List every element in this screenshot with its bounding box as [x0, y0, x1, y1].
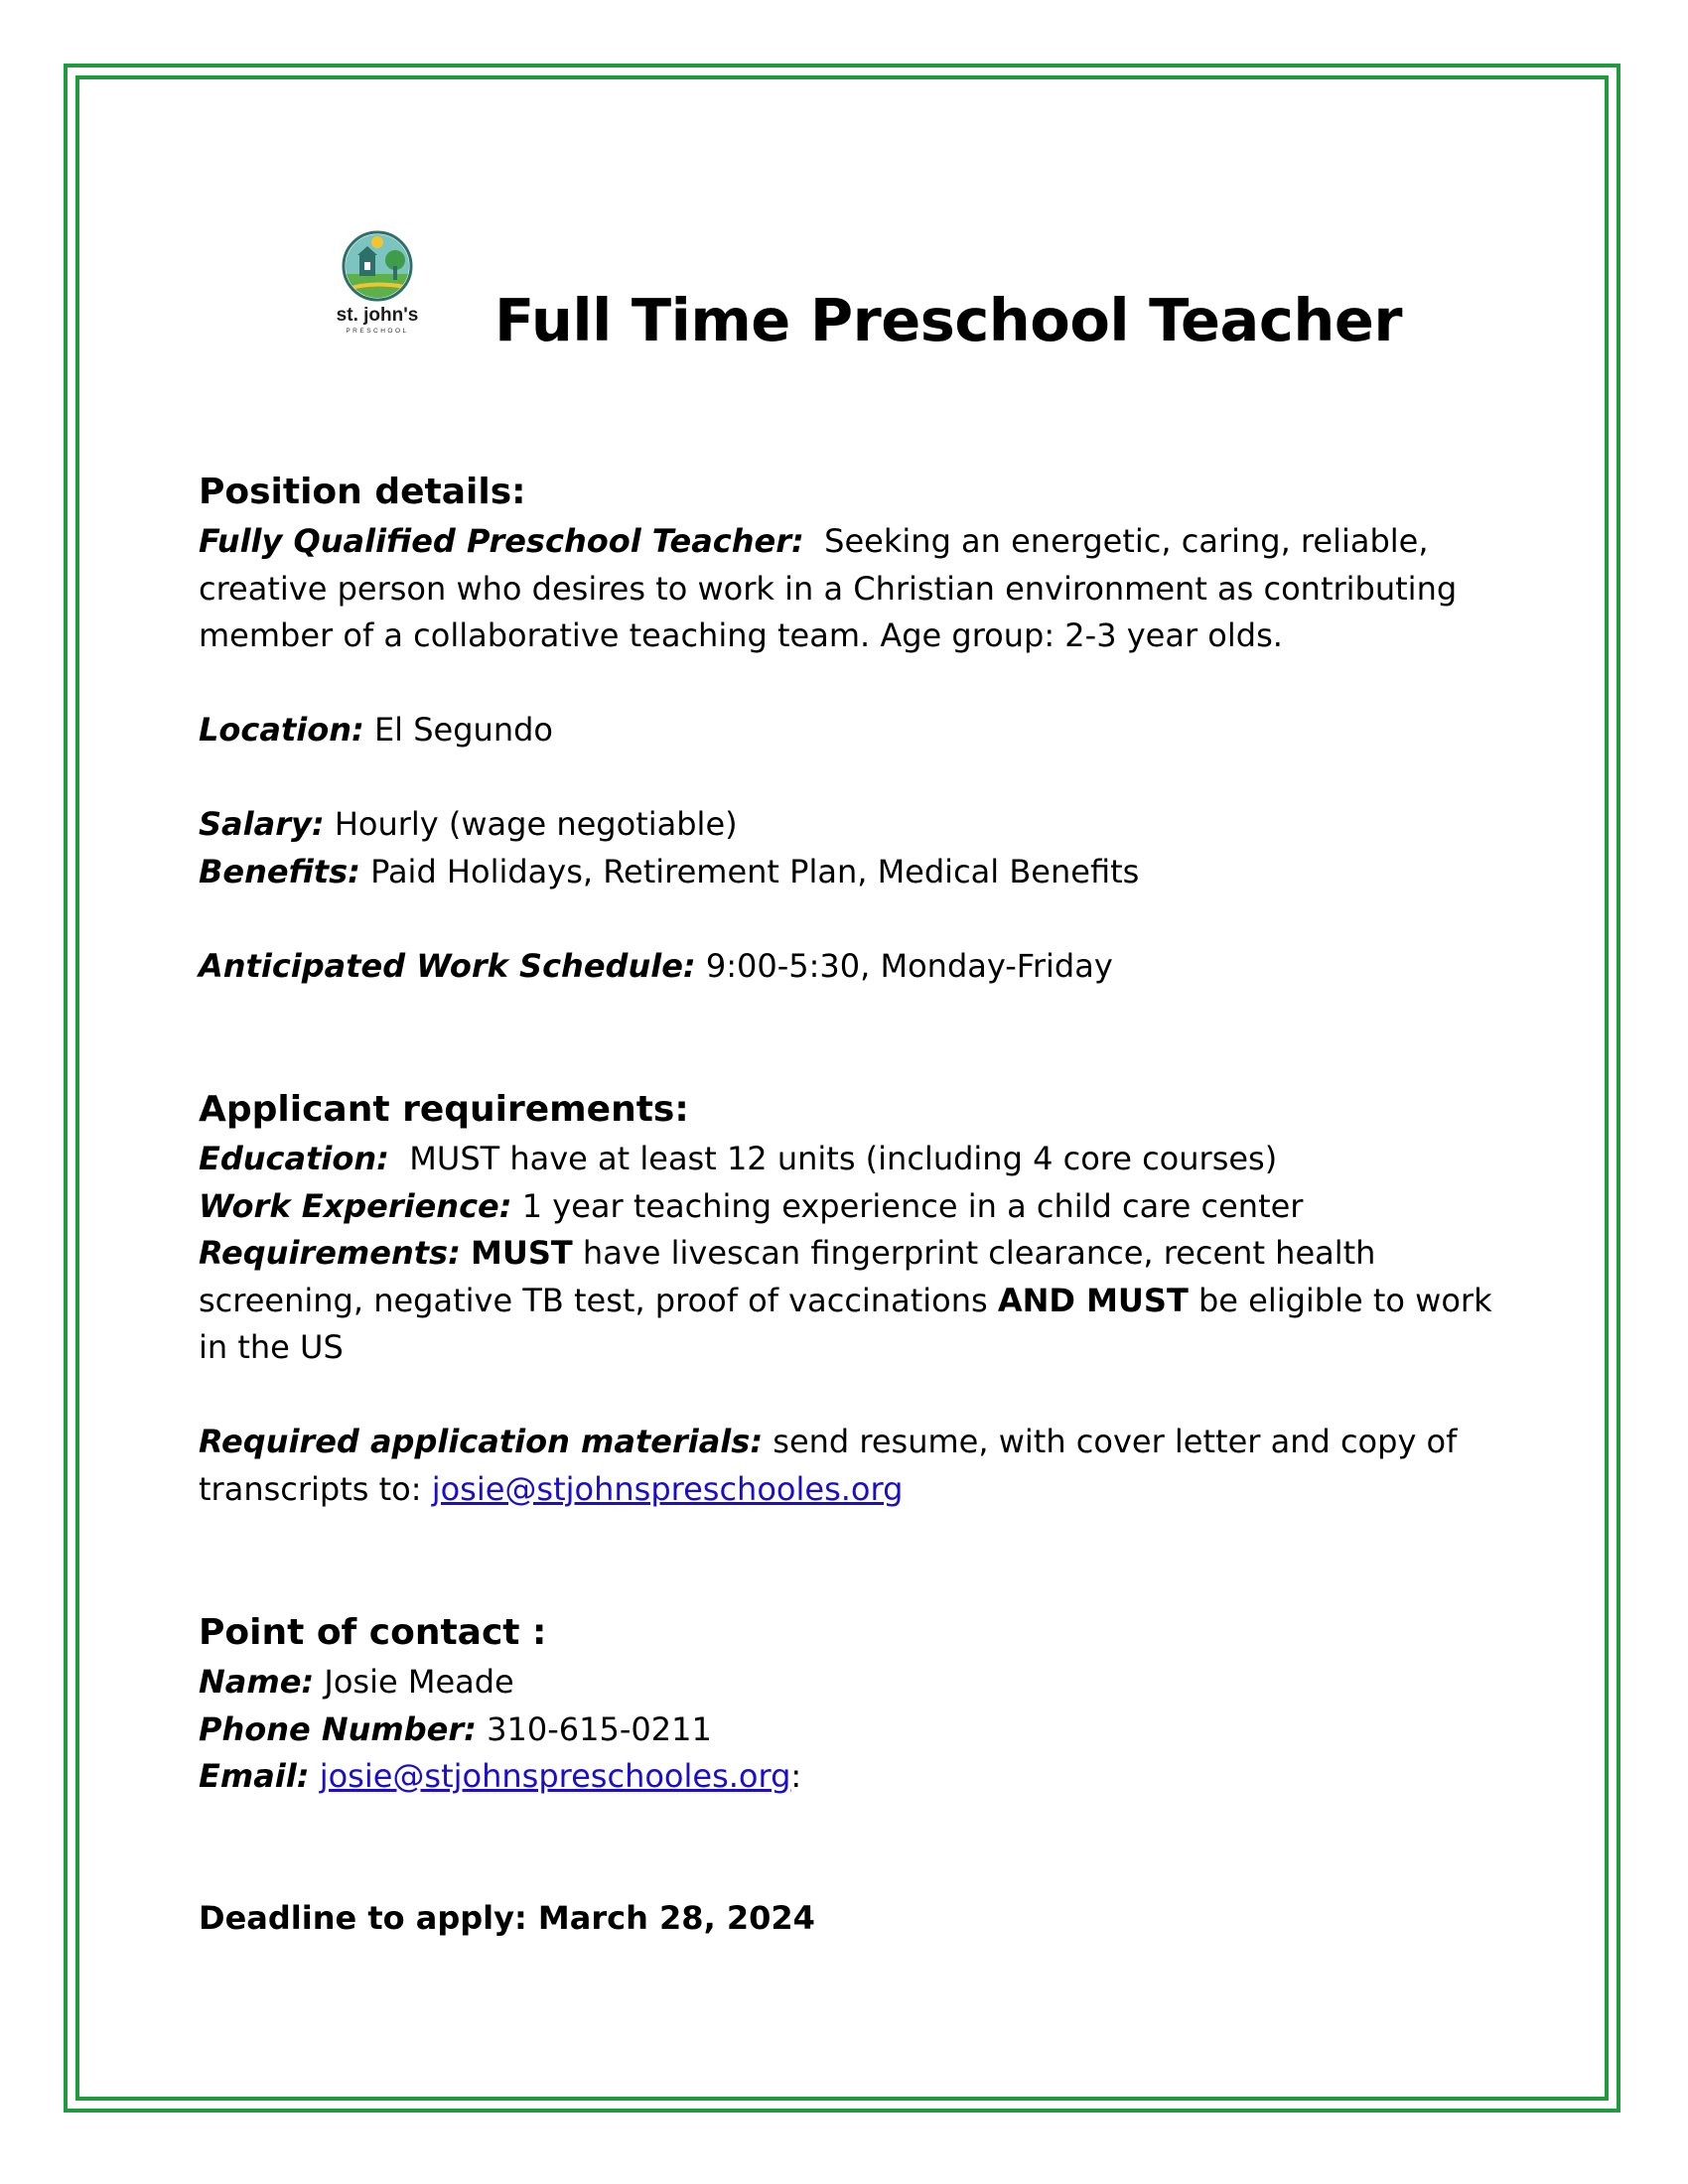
contact-name-line: [199, 1659, 1499, 1706]
contact-phone-label: Phone Number:: [199, 1709, 477, 1748]
qualified-label: Fully Qualified Preschool Teacher:: [199, 522, 804, 560]
requirements-must: MUST: [471, 1234, 573, 1272]
education-label: Education:: [199, 1140, 389, 1177]
requirements-paragraph: [199, 1230, 1499, 1372]
contact-phone-line: [199, 1706, 1499, 1754]
contact-phone-value: 310-615-0211: [487, 1709, 712, 1748]
location-line: [199, 707, 1499, 754]
experience-line: [199, 1183, 1499, 1231]
contact-name-value: Josie Meade: [324, 1663, 514, 1701]
benefits-label: Benefits:: [199, 852, 360, 890]
materials-label: Required application materials:: [199, 1423, 764, 1460]
schedule-value: 9:00-5:30, Monday-Friday: [705, 946, 1113, 985]
document-body: [199, 467, 1499, 1942]
contact-heading: Point of contact :: [199, 1612, 547, 1653]
requirements-and-must: AND MUST: [997, 1281, 1189, 1319]
requirements-label: Requirements:: [199, 1234, 461, 1272]
position-heading: Position details:: [199, 472, 526, 512]
deadline-line: Deadline to apply: March 28, 2024: [199, 1898, 815, 1937]
salary-value: Hourly (wage negotiable): [334, 805, 738, 843]
schedule-label: Anticipated Work Schedule:: [199, 946, 696, 985]
contact-email-label: Email:: [199, 1757, 310, 1795]
location-label: Location:: [199, 711, 364, 749]
schedule-line: [199, 943, 1499, 991]
logo-name: st. john's: [336, 305, 419, 326]
qualified-paragraph: [199, 518, 1499, 660]
contact-email-suffix: :: [790, 1757, 802, 1795]
salary-line: [199, 801, 1499, 849]
logo-subtitle: PRESCHOOL: [346, 328, 409, 335]
requirements-heading: Applicant requirements:: [199, 1089, 689, 1130]
contact-name-label: Name:: [199, 1663, 315, 1701]
salary-label: Salary:: [199, 805, 325, 843]
benefits-line: [199, 849, 1499, 896]
materials-paragraph: [199, 1419, 1499, 1513]
requirements-text-1: have livescan fingerprint clearance, recent health screening, negative TB test, proof of vaccinations: [199, 1234, 1376, 1319]
materials-text: send resume, with cover letter and copy of transcripts to:: [199, 1423, 1458, 1508]
education-line: [199, 1136, 1499, 1183]
logo-emblem-icon: [332, 228, 423, 308]
location-value: El Segundo: [373, 711, 553, 749]
contact-email-link[interactable]: josie@stjohnspreschooles.org: [319, 1757, 791, 1795]
experience-label: Work Experience:: [199, 1186, 512, 1225]
page-title: Full Time Preschool Teacher: [494, 286, 1402, 354]
contact-email-line: [199, 1753, 1499, 1801]
requirements-text-2: be eligible to work in the US: [199, 1281, 1492, 1366]
experience-value: 1 year teaching experience in a child care center: [521, 1186, 1304, 1225]
materials-email-link[interactable]: josie@stjohnspreschooles.org: [431, 1469, 904, 1508]
benefits-value: Paid Holidays, Retirement Plan, Medical Benefits: [370, 852, 1140, 890]
qualified-text: Seeking an energetic, caring, reliable, creative person who desires to work in a Christian environment as contributing member of a collaborative teaching team. Age group: 2-3 year olds.: [199, 522, 1458, 654]
education-value: MUST have at least 12 units (including 4 core courses): [409, 1140, 1278, 1177]
school-logo: [332, 228, 423, 347]
